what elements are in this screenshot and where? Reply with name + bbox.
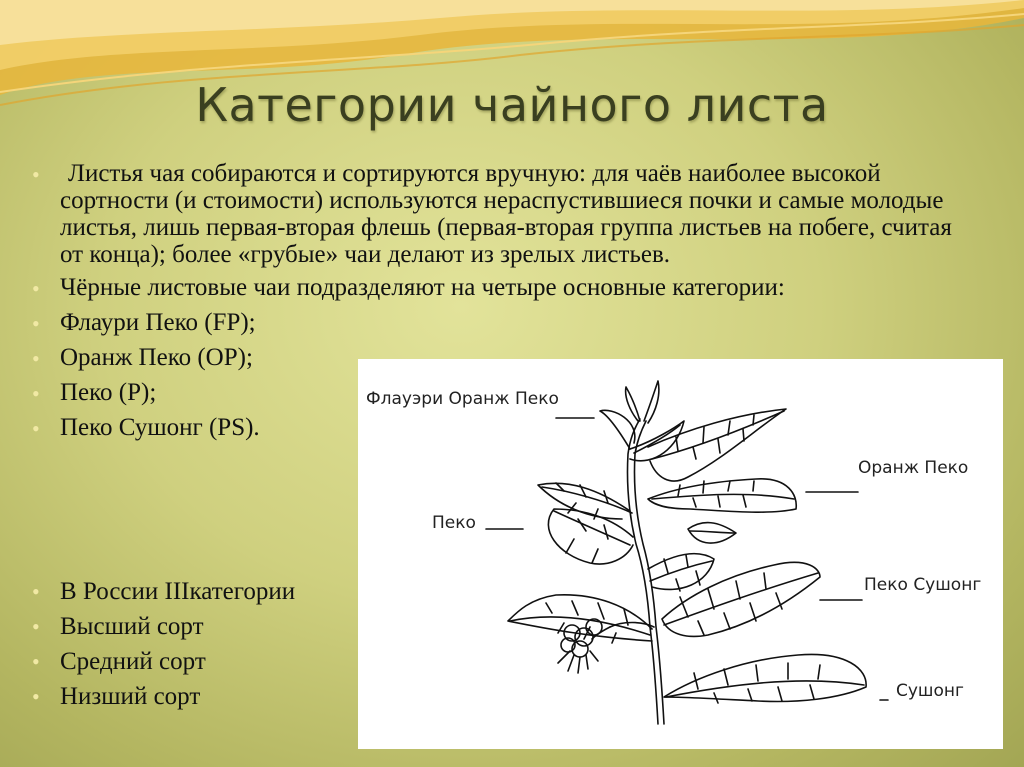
bullet-item <box>30 274 1005 301</box>
bullet-dot-icon: • <box>32 579 40 604</box>
russia-grade-list <box>30 574 370 714</box>
bullet-text: Пеко (P); <box>60 379 157 406</box>
tea-plant-diagram <box>358 359 1003 749</box>
bullet-text: В России IIIкатегории <box>60 578 296 605</box>
bullet-text: Низший сорт <box>60 683 201 710</box>
bullet-text: Оранж Пеко (OP); <box>60 344 253 371</box>
bullet-item <box>30 644 370 679</box>
bullet-item <box>30 679 370 714</box>
bullet-dot-icon: • <box>32 381 40 406</box>
label-orange-pekoe: Оранж Пеко <box>858 458 969 478</box>
bullet-item <box>30 309 1005 336</box>
bullet-dot-icon: • <box>32 162 40 187</box>
bullet-dot-icon: • <box>32 276 40 301</box>
label-souchong: Сушонг <box>896 681 964 701</box>
bullet-text: Пеко Сушонг (PS). <box>60 414 260 441</box>
bullet-text: Средний сорт <box>60 648 206 675</box>
bullet-text: Флаури Пеко (FP); <box>60 309 256 336</box>
bullet-dot-icon: • <box>32 649 40 674</box>
bullet-dot-icon: • <box>32 614 40 639</box>
label-flowery-orange-pekoe: Флауэри Оранж Пеко <box>366 389 559 409</box>
bullet-text: Чёрные листовые чаи подразделяют на четыре основные категории: <box>60 274 785 301</box>
bullet-item <box>30 574 370 609</box>
bullet-text: Листья чая собираются и сортируются вручную: для чаёв наиболее высокой сортности (и стоимости) используются нераспустившиеся почки и самые молодые листья, лишь первая-вторая флешь (первая-вторая группа листьев на побеге, считая от конца); более «грубые» чаи делают из зрелых листьев. <box>60 160 952 268</box>
bullet-item <box>30 160 980 268</box>
bullet-dot-icon: • <box>32 311 40 336</box>
bullet-dot-icon: • <box>32 346 40 371</box>
label-pekoe: Пеко <box>432 513 476 533</box>
bullet-dot-icon: • <box>32 684 40 709</box>
bullet-dot-icon: • <box>32 416 40 441</box>
bullet-text: Высший сорт <box>60 613 204 640</box>
bullet-item <box>30 609 370 644</box>
label-pekoe-souchong: Пеко Сушонг <box>864 575 982 595</box>
slide-title: Категории чайного листа <box>195 78 829 132</box>
